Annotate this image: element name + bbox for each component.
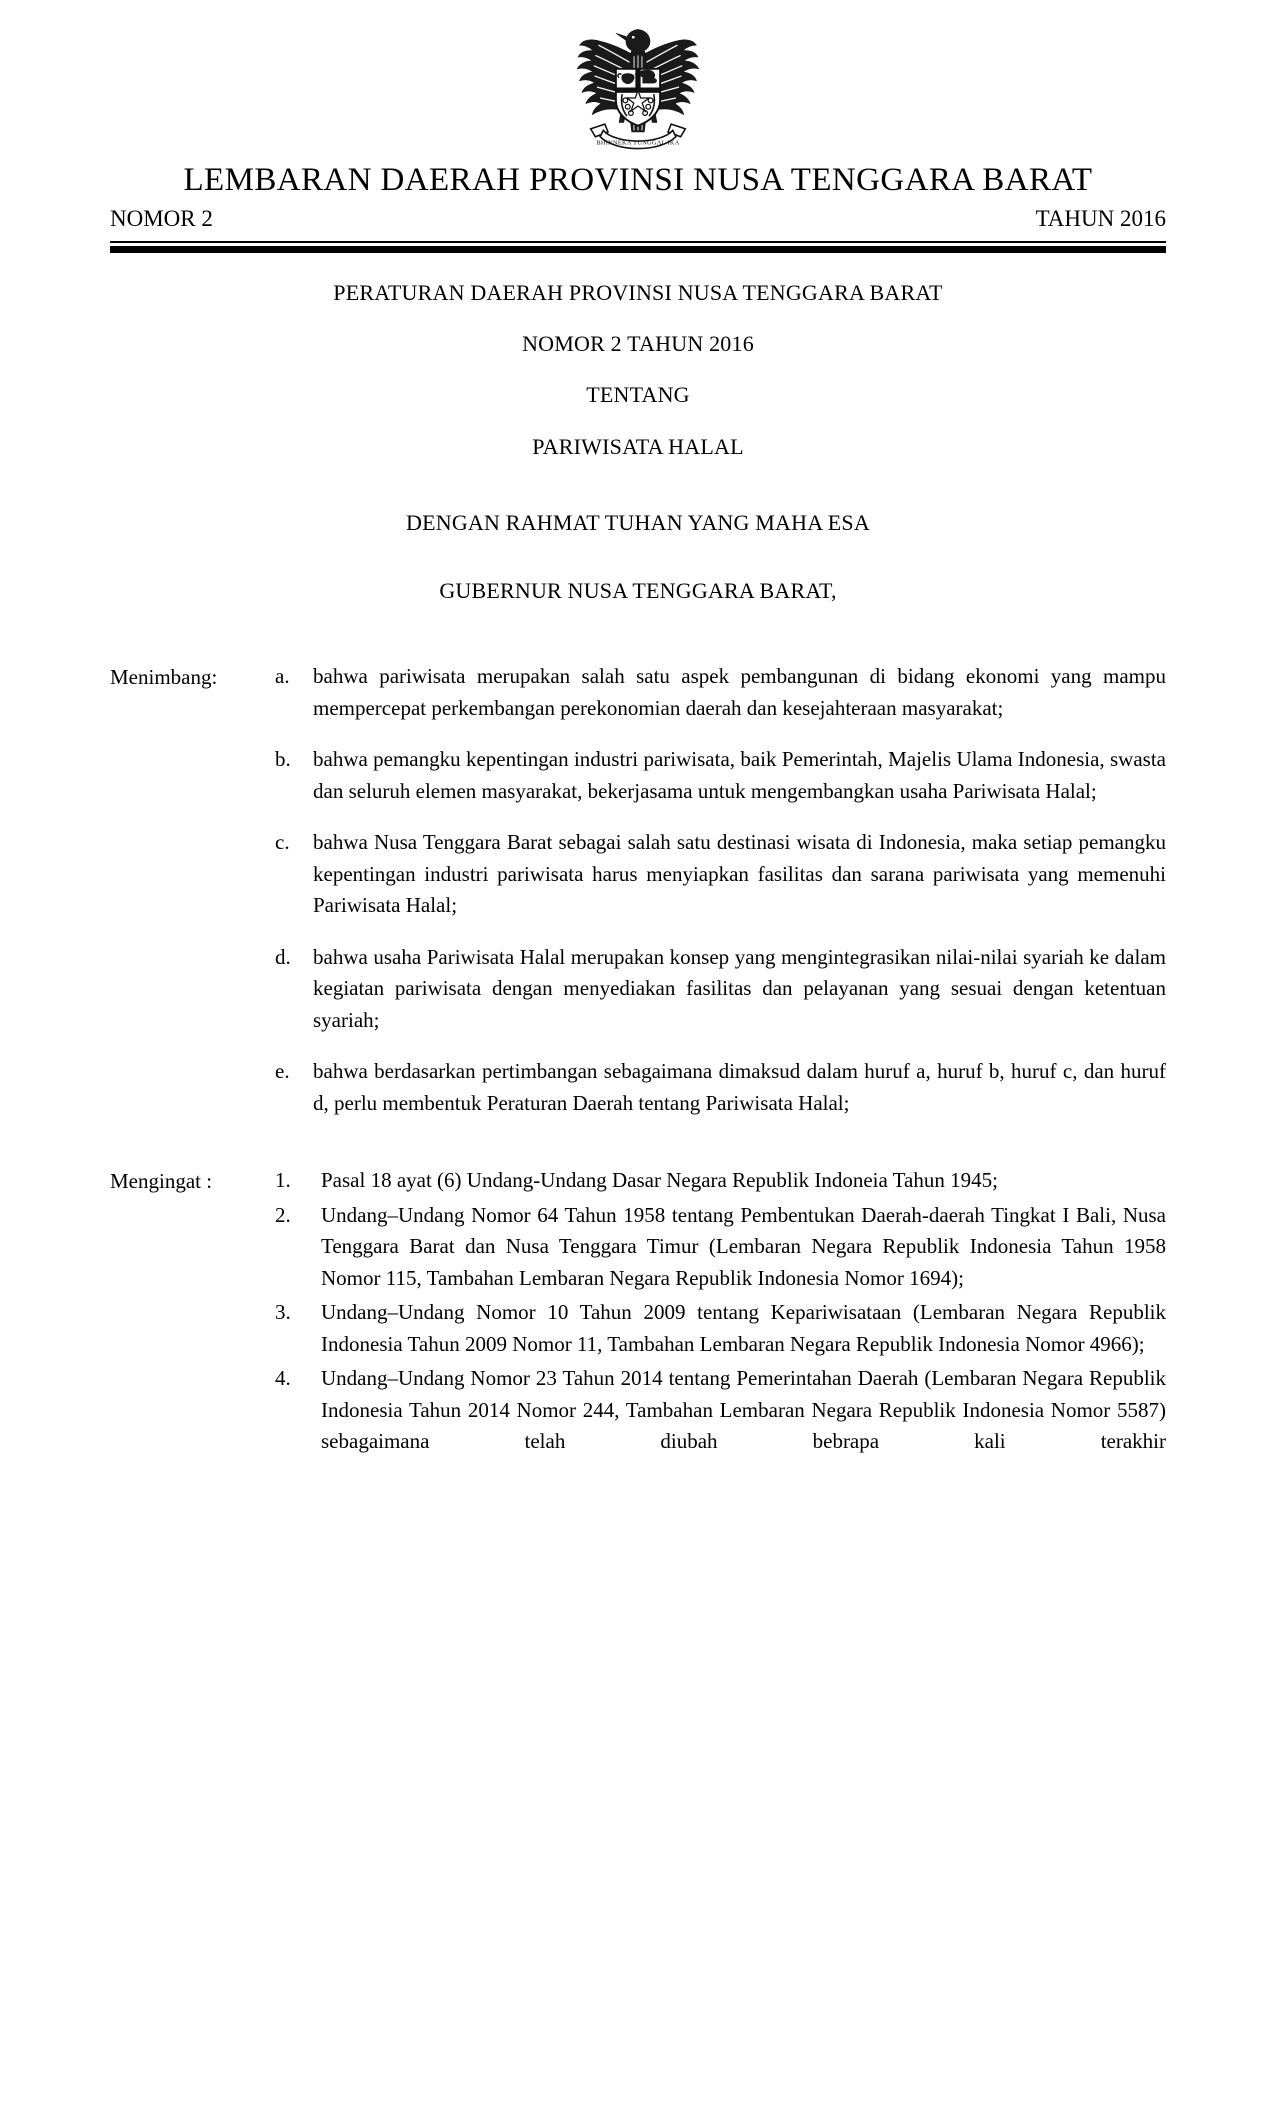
garuda-pancasila-emblem [558, 12, 718, 162]
list-item [275, 1297, 1166, 1360]
regulation-subject: PARIWISATA HALAL [532, 433, 744, 459]
clause-text: bahwa pariwisata merupakan salah satu aspek pembangunan di bidang ekonomi yang mampu mempercepat perkembangan perekonomian daerah dan kesejahteraan masyarakat; [313, 664, 1166, 720]
divider-thick-line [110, 246, 1166, 253]
masthead-issue-line [110, 206, 1166, 232]
clause-text: Undang–Undang Nomor 10 Tahun 2009 tentang Kepariwisataan (Lembaran Negara Republik Indonesia Tahun 2009 Nomor 11, Tambahan Lembaran Negara Republik Indonesia Nomor 4966); [321, 1300, 1166, 1356]
clause-text: bahwa berdasarkan pertimbangan sebagaimana dimaksud dalam huruf a, huruf b, huruf c, dan huruf d, perlu membentuk Peraturan Daerah tentang Pariwisata Halal; [313, 1059, 1166, 1115]
section-menimbang [110, 661, 1166, 1119]
invocation-block [0, 511, 1276, 603]
invocation-governor: GUBERNUR NUSA TENGGARA BARAT, [439, 577, 837, 603]
clause-marker: 3. [275, 1300, 291, 1325]
list-item [275, 1200, 1166, 1295]
regulation-title-block [0, 281, 1276, 459]
masthead-title: LEMBARAN DAERAH PROVINSI NUSA TENGGARA BARAT [183, 162, 1093, 198]
clauses-container [0, 661, 1276, 1492]
mengingat-list [275, 1165, 1166, 1492]
clause-marker: e. [275, 1059, 290, 1084]
list-item [275, 942, 1166, 1037]
list-item [275, 661, 1166, 724]
clause-marker: d. [275, 944, 291, 969]
emblem-container [0, 0, 1276, 162]
section-mengingat [110, 1165, 1166, 1492]
masthead-tahun: TAHUN 2016 [1035, 205, 1166, 231]
clause-text: bahwa Nusa Tenggara Barat sebagai salah satu destinasi wisata di Indonesia, maka setiap pemangku kepentingan industri pariwisata harus menyiapkan fasilitas dan sarana pariwisata yang memenuhi Pariwisata Halal; [313, 830, 1166, 918]
menimbang-label: Menimbang: [110, 665, 218, 690]
list-item [275, 744, 1166, 807]
clause-text: Undang–Undang Nomor 64 Tahun 1958 tentang Pembentukan Daerah-daerah Tingkat I Bali, Nusa Tenggara Barat dan Nusa Tenggara Timur (Lembaran Negara Republik Indonesia Tahun 1958 Nomor 115, Tambahan Lembaran Negara Republik Indonesia Nomor 1694); [321, 1202, 1166, 1290]
masthead-nomor: NOMOR 2 [110, 205, 213, 231]
invocation-blessing: DENGAN RAHMAT TUHAN YANG MAHA ESA [406, 509, 870, 535]
clause-marker: b. [275, 747, 291, 772]
list-item [275, 1165, 1166, 1197]
clause-text: Pasal 18 ayat (6) Undang-Undang Dasar Negara Republik Indoneia Tahun 1945; [321, 1168, 998, 1193]
regulation-title: PERATURAN DAERAH PROVINSI NUSA TENGGARA BARAT [333, 279, 943, 305]
mengingat-label: Mengingat : [110, 1169, 213, 1194]
regulation-number: NOMOR 2 TAHUN 2016 [522, 331, 754, 357]
clause-marker: 2. [275, 1202, 291, 1227]
menimbang-list [275, 661, 1166, 1119]
clause-marker: 1. [275, 1168, 291, 1193]
clause-text: bahwa usaha Pariwisata Halal merupakan konsep yang mengintegrasikan nilai-nilai syariah ke dalam kegiatan pariwisata dengan menyediakan fasilitas dan pelayanan yang sesuai dengan ketentuan syariah; [313, 944, 1166, 1032]
list-item [275, 1363, 1166, 1489]
clause-marker: a. [275, 664, 290, 689]
svg-text:BHINNEKA TUNGGAL IKA: BHINNEKA TUNGGAL IKA [596, 139, 680, 147]
regulation-tentang-label: TENTANG [586, 382, 690, 408]
list-item [275, 827, 1166, 922]
masthead [0, 162, 1276, 232]
list-item [275, 1056, 1166, 1119]
masthead-divider [110, 241, 1166, 253]
clause-text: Undang–Undang Nomor 23 Tahun 2014 tentang Pemerintahan Daerah (Lembaran Negara Republik Indonesia Tahun 2014 Nomor 244, Tambahan Lembaran Negara Republik Indonesia Nomor 5587) sebagaimana telah diubah bebrapa kali terakhir [321, 1366, 1166, 1454]
clause-marker: c. [275, 830, 290, 855]
clause-marker: 4. [275, 1366, 291, 1391]
clause-text: bahwa pemangku kepentingan industri pariwisata, baik Pemerintah, Majelis Ulama Indonesia, swasta dan seluruh elemen masyarakat, bekerjasama untuk mengembangkan usaha Pariwisata Halal; [313, 747, 1166, 803]
